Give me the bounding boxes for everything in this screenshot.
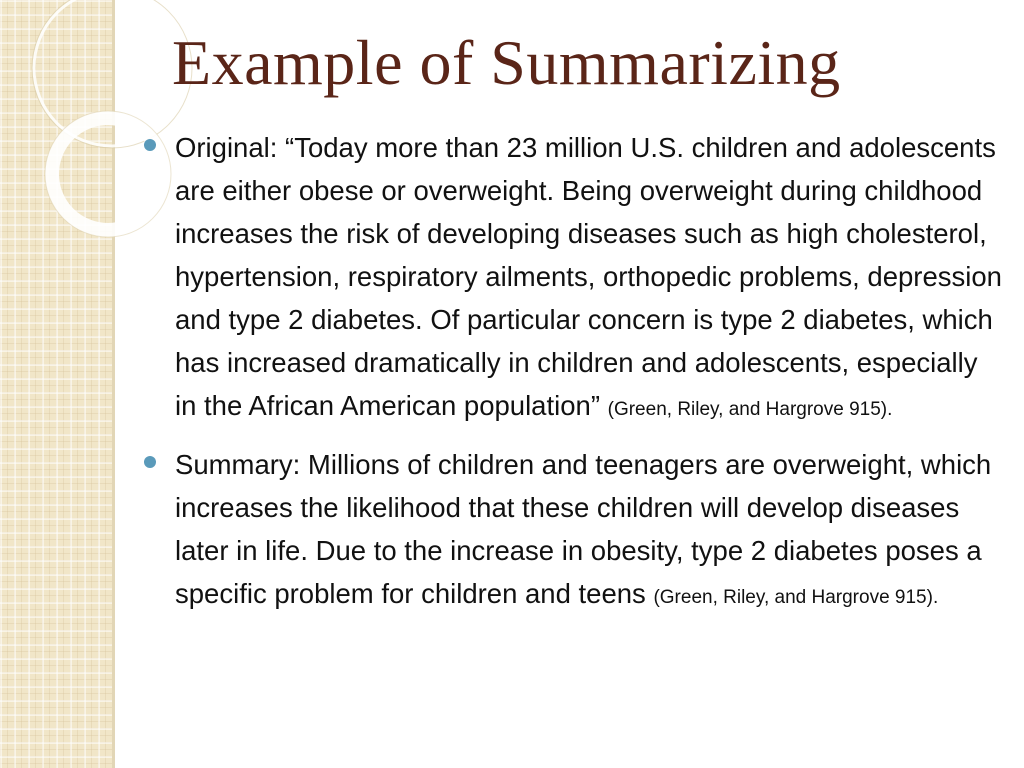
slide-title: Example of Summarizing <box>172 27 841 98</box>
bullet-dot-icon <box>144 139 156 151</box>
bullet-summary <box>143 443 1003 619</box>
bullet-original-text: Original: “Today more than 23 million U.S. children and adolescents are either obese or overweight. Being overweight during childhood increases the risk of developing diseases such as high cholesterol, hypertension, respiratory ailments, orthopedic problems, depression and type 2 diabetes. Of particular concern is type 2 diabetes, which has increased dramatically in children and adolescents, especially in the African American population” <box>175 132 1002 421</box>
bullet-summary-citation: (Green, Riley, and Hargrove 915). <box>653 587 939 608</box>
bullet-original <box>143 126 1003 431</box>
bullet-dot-icon <box>144 456 156 468</box>
bullet-list <box>143 126 1003 631</box>
bullet-original-citation: (Green, Riley, and Hargrove 915). <box>607 399 893 420</box>
bullet-summary-text: Summary: Millions of children and teenagers are overweight, which increases the likelihood that these children will develop diseases later in life. Due to the increase in obesity, type 2 diabetes poses a specific problem for children and teens <box>175 449 992 609</box>
